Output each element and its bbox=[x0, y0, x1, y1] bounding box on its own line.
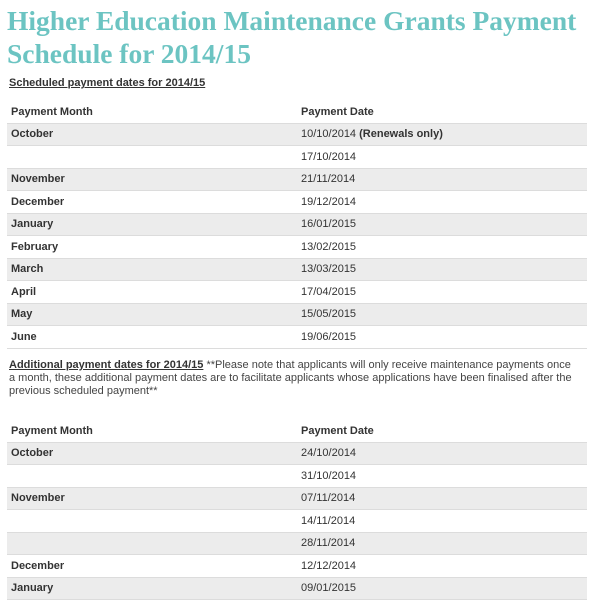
table-row bbox=[7, 532, 587, 555]
payment-month-cell: November bbox=[7, 487, 297, 510]
table-row bbox=[7, 123, 587, 146]
payment-date-cell bbox=[297, 532, 587, 555]
payment-month-cell: June bbox=[7, 326, 297, 349]
header-payment-date: Payment Date bbox=[297, 420, 587, 442]
payment-date-cell bbox=[297, 123, 587, 146]
payment-date-cell bbox=[297, 191, 587, 214]
payment-date-value: 31/10/2014 bbox=[301, 469, 357, 482]
scheduled-section-label: Scheduled payment dates for 2014/15 bbox=[9, 77, 206, 89]
payment-month-cell: December bbox=[7, 555, 297, 578]
payment-date-value: 21/11/2014 bbox=[301, 173, 356, 186]
payment-month-cell: April bbox=[7, 281, 297, 304]
payment-date-cell bbox=[297, 577, 587, 600]
payment-date-value: 07/11/2014 bbox=[301, 492, 356, 505]
table-row bbox=[7, 168, 587, 191]
table-row bbox=[7, 326, 587, 349]
payment-date-cell bbox=[297, 442, 587, 465]
table-row bbox=[7, 577, 587, 600]
table-row bbox=[7, 442, 587, 465]
additional-note-text: **Please note that applicants will only receive maintenance payments once a month, these additional payment dates are to facilitate applicants whose applications have been finalised after the previous scheduled payment** bbox=[9, 359, 572, 397]
payment-date-value: 19/06/2015 bbox=[301, 330, 357, 343]
payment-date-cell bbox=[297, 326, 587, 349]
payment-date-value: 12/12/2014 bbox=[301, 559, 357, 572]
payment-date-value: 15/05/2015 bbox=[301, 308, 357, 321]
payment-month-cell bbox=[7, 532, 297, 555]
table-header-row bbox=[7, 420, 587, 442]
table-row bbox=[7, 146, 587, 169]
payment-date-value: 13/03/2015 bbox=[301, 263, 357, 276]
payment-date-value: 13/02/2015 bbox=[301, 240, 357, 253]
payment-date-cell bbox=[297, 465, 587, 488]
table-row bbox=[7, 236, 587, 259]
payment-date-cell bbox=[297, 213, 587, 236]
table-row bbox=[7, 191, 587, 214]
header-payment-date: Payment Date bbox=[297, 101, 587, 123]
header-payment-month: Payment Month bbox=[7, 420, 297, 442]
page-title: Higher Education Maintenance Grants Payment Schedule for 2014/15 bbox=[7, 5, 577, 69]
additional-note bbox=[9, 359, 579, 398]
payment-month-cell: February bbox=[7, 236, 297, 259]
table-row bbox=[7, 213, 587, 236]
payment-month-cell: October bbox=[7, 123, 297, 146]
payment-date-cell bbox=[297, 281, 587, 304]
scheduled-payment-table bbox=[7, 101, 587, 349]
payment-date-cell bbox=[297, 258, 587, 281]
payment-date-cell bbox=[297, 168, 587, 191]
table-row bbox=[7, 303, 587, 326]
payment-month-cell: November bbox=[7, 168, 297, 191]
payment-date-value: 14/11/2014 bbox=[301, 514, 356, 527]
payment-date-note: (Renewals only) bbox=[359, 128, 443, 141]
table-row bbox=[7, 465, 587, 488]
payment-date-cell bbox=[297, 555, 587, 578]
payment-month-cell bbox=[7, 510, 297, 533]
table-row bbox=[7, 555, 587, 578]
payment-date-cell bbox=[297, 510, 587, 533]
payment-month-cell: May bbox=[7, 303, 297, 326]
table-row bbox=[7, 258, 587, 281]
payment-month-cell bbox=[7, 465, 297, 488]
header-payment-month: Payment Month bbox=[7, 101, 297, 123]
payment-month-cell: December bbox=[7, 191, 297, 214]
additional-table-body bbox=[7, 442, 587, 600]
payment-date-cell bbox=[297, 236, 587, 259]
payment-month-cell: March bbox=[7, 258, 297, 281]
payment-date-cell bbox=[297, 146, 587, 169]
table-row bbox=[7, 510, 587, 533]
table-row bbox=[7, 281, 587, 304]
payment-date-value: 28/11/2014 bbox=[301, 537, 356, 550]
payment-date-value: 10/10/2014 bbox=[301, 128, 357, 141]
payment-date-value: 19/12/2014 bbox=[301, 195, 357, 208]
scheduled-table-body bbox=[7, 123, 587, 348]
payment-month-cell: January bbox=[7, 213, 297, 236]
payment-month-cell: October bbox=[7, 442, 297, 465]
payment-date-value: 09/01/2015 bbox=[301, 582, 357, 595]
payment-month-cell: January bbox=[7, 577, 297, 600]
payment-date-cell bbox=[297, 487, 587, 510]
payment-month-cell bbox=[7, 146, 297, 169]
payment-date-cell bbox=[297, 303, 587, 326]
payment-date-value: 17/10/2014 bbox=[301, 150, 357, 163]
table-row bbox=[7, 487, 587, 510]
payment-date-value: 17/04/2015 bbox=[301, 285, 357, 298]
payment-date-value: 24/10/2014 bbox=[301, 447, 357, 460]
payment-date-value: 16/01/2015 bbox=[301, 218, 357, 231]
additional-payment-table bbox=[7, 420, 587, 600]
table-header-row bbox=[7, 101, 587, 123]
additional-section-label: Additional payment dates for 2014/15 bbox=[9, 359, 204, 371]
